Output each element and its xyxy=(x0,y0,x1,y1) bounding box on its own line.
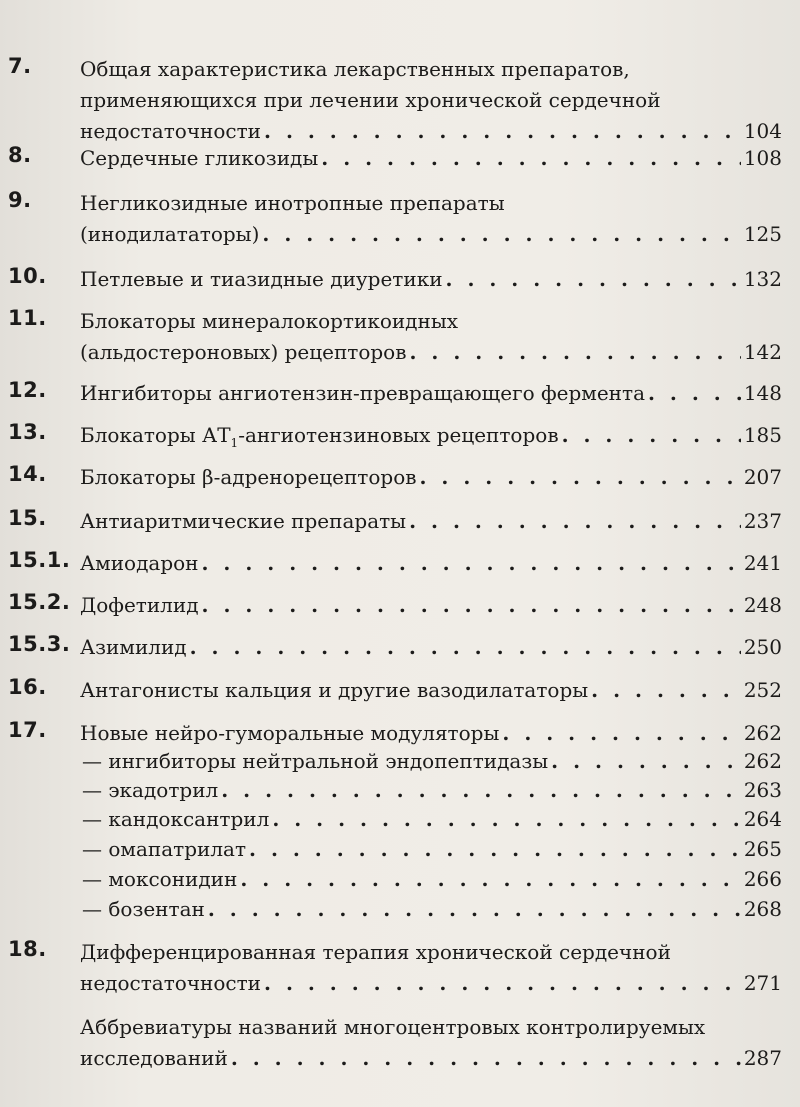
page-number: 237 xyxy=(743,509,782,533)
entry-last-line xyxy=(80,590,782,621)
entry-title-line: Блокаторы минералокортикоидных xyxy=(80,309,459,333)
page-number: 125 xyxy=(743,222,782,246)
entry-title xyxy=(80,420,559,459)
entry-number: 9. xyxy=(8,188,32,212)
entry-number: 12. xyxy=(8,378,47,402)
entry-title: — омапатрилат xyxy=(82,837,247,861)
entry-title: — экадотрил xyxy=(82,778,219,802)
entry-last-line xyxy=(80,143,782,174)
page-number: 264 xyxy=(743,807,782,831)
entry-title: Антиаритмические препараты xyxy=(80,509,407,533)
entry-title-part: Блокаторы АТ xyxy=(80,423,231,447)
entry-last-line xyxy=(80,1043,782,1074)
entry-title: Азимилид xyxy=(80,635,187,659)
page-number: 185 xyxy=(743,423,782,447)
entry-number: 10. xyxy=(8,264,47,288)
dot-leader xyxy=(420,462,741,493)
entry-title: Антагонисты кальция и другие вазодилататоры xyxy=(80,678,589,702)
entry-last-line xyxy=(80,219,782,250)
dot-leader xyxy=(446,264,741,295)
entry-title: (инодилататоры) xyxy=(80,222,260,246)
entry-title-line: применяющихся при лечении хронической сердечной xyxy=(80,88,661,112)
entry-title-line: Негликозидные инотропные препараты xyxy=(80,191,505,215)
entry-number: 15.3. xyxy=(8,632,71,656)
entry-number: 15.1. xyxy=(8,548,71,572)
entry-last-line xyxy=(82,804,782,835)
entry-last-line xyxy=(80,420,782,459)
page-number: 265 xyxy=(743,837,782,861)
page-number: 148 xyxy=(743,381,782,405)
entry-title: недостаточности xyxy=(80,119,262,143)
page-number: 207 xyxy=(743,465,782,489)
entry-number: 17. xyxy=(8,718,47,742)
subscript: 1 xyxy=(230,436,239,450)
dot-leader xyxy=(264,968,741,999)
dot-leader xyxy=(502,718,740,749)
entry-last-line xyxy=(80,548,782,579)
entry-title: — ингибиторы нейтральной эндопептидазы xyxy=(82,749,549,773)
entry-last-line xyxy=(80,337,782,368)
page-number: 142 xyxy=(743,340,782,364)
entry-last-line xyxy=(80,968,782,999)
page-number: 263 xyxy=(743,778,782,802)
dot-leader xyxy=(591,675,741,706)
entry-number: 13. xyxy=(8,420,47,444)
dot-leader xyxy=(262,219,740,250)
entry-title: — кандоксантрил xyxy=(82,807,270,831)
page-number: 262 xyxy=(743,749,782,773)
entry-last-line xyxy=(80,675,782,706)
entry-number: 15.2. xyxy=(8,590,71,614)
entry-number: 8. xyxy=(8,143,32,167)
dot-leader xyxy=(249,834,741,865)
dot-leader xyxy=(551,746,741,777)
entry-number: 18. xyxy=(8,937,47,961)
entry-number: 7. xyxy=(8,54,32,78)
page-number: 132 xyxy=(743,267,782,291)
page-number: 108 xyxy=(743,146,782,170)
entry-number: 11. xyxy=(8,306,47,330)
page-number: 262 xyxy=(743,721,782,745)
entry-title: Новые нейро-гуморальные модуляторы xyxy=(80,721,500,745)
entry-title: Амиодарон xyxy=(80,551,199,575)
entry-title: Петлевые и тиазидные диуретики xyxy=(80,267,443,291)
dot-leader xyxy=(562,420,741,451)
dot-leader xyxy=(190,632,741,663)
entry-last-line xyxy=(82,834,782,865)
entry-last-line xyxy=(82,864,782,895)
entry-title: — бозентан xyxy=(82,897,205,921)
entry-title: — моксонидин xyxy=(82,867,238,891)
page-number: 104 xyxy=(743,119,782,143)
entry-number: 16. xyxy=(8,675,47,699)
page-number: 241 xyxy=(743,551,782,575)
entry-last-line xyxy=(80,506,782,537)
dot-leader xyxy=(202,590,741,621)
dot-leader xyxy=(202,548,741,579)
entry-number: 14. xyxy=(8,462,47,486)
entry-title: (альдостероновых) рецепторов xyxy=(80,340,407,364)
page-number: 250 xyxy=(743,635,782,659)
page-number: 252 xyxy=(743,678,782,702)
dot-leader xyxy=(409,506,741,537)
dot-leader xyxy=(648,378,741,409)
page-number: 287 xyxy=(743,1046,782,1070)
entry-number: 15. xyxy=(8,506,47,530)
entry-title: Сердечные гликозиды xyxy=(80,146,319,170)
page-number: 271 xyxy=(743,971,782,995)
page-number: 266 xyxy=(743,867,782,891)
entry-title: Дофетилид xyxy=(80,593,199,617)
entry-last-line xyxy=(80,264,782,295)
dot-leader xyxy=(240,864,740,895)
dot-leader xyxy=(221,775,741,806)
entry-last-line xyxy=(82,746,782,777)
entry-last-line xyxy=(80,378,782,409)
page-number: 248 xyxy=(743,593,782,617)
entry-title-line: Общая характеристика лекарственных препаратов, xyxy=(80,57,630,81)
dot-leader xyxy=(272,804,740,835)
page-number: 268 xyxy=(743,897,782,921)
entry-title: исследований xyxy=(80,1046,228,1070)
entry-last-line xyxy=(80,462,782,493)
entry-last-line xyxy=(80,718,782,749)
entry-title-line: Аббревиатуры названий многоцентровых контролируемых xyxy=(80,1015,706,1039)
entry-title: Блокаторы β-адренорецепторов xyxy=(80,465,417,489)
dot-leader xyxy=(208,894,741,925)
entry-last-line xyxy=(80,632,782,663)
entry-title: Ингибиторы ангиотензин-превращающего фермента xyxy=(80,381,645,405)
dot-leader xyxy=(231,1043,741,1074)
dot-leader xyxy=(321,143,741,174)
dot-leader xyxy=(409,337,740,368)
entry-title-part: -ангиотензиновых рецепторов xyxy=(238,423,559,447)
entry-last-line xyxy=(82,894,782,925)
entry-title-line: Дифференцированная терапия хронической сердечной xyxy=(80,940,671,964)
entry-title: недостаточности xyxy=(80,971,262,995)
entry-last-line xyxy=(82,775,782,806)
